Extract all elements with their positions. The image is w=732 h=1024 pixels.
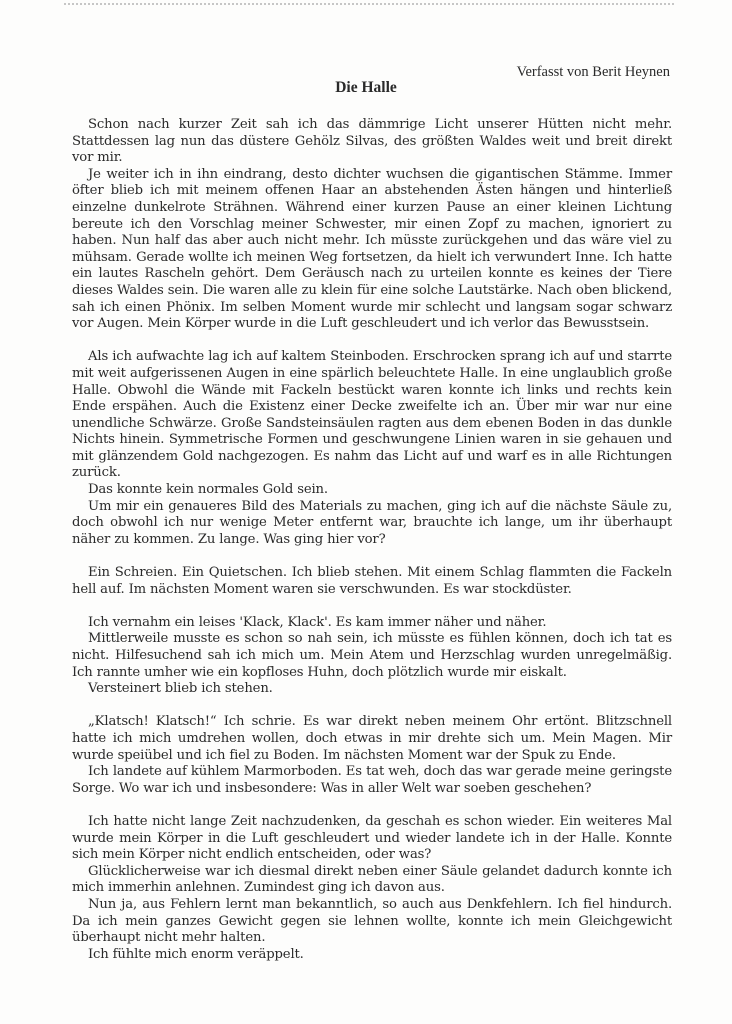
- document-title: Die Halle: [335, 79, 397, 96]
- paragraph-gap: [72, 548, 672, 565]
- paragraph: Ich fühlte mich enorm veräppelt.: [88, 946, 304, 962]
- paragraph: Nun ja, aus Fehlern lernt man bekanntlich, so auch aus Denkfehlern. Ich fiel hindurch. Da ich mein ganzes Gewicht gegen sie lehnen wollte, konnte ich mein Gleichgewicht überhaupt nicht mehr halten.: [72, 896, 672, 946]
- paragraph: Als ich aufwachte lag ich auf kaltem Steinboden. Erschrocken sprang ich auf und starrte mit weit aufgerissenen Augen in eine spärlich beleuchtete Halle. In eine unglaublich große Halle. Obwohl die Wände mit Fackeln bestückt waren konnte ich links und rechts kein Ende erspähen. Auch die Existenz einer Decke zweifelte ich an. Über mir war nur eine unendliche Schwärze. Große Sandsteinsäulen ragten aus dem ebenen Boden in das dunkle Nichts hinein. Symmetrische Formen und geschwungene Linien waren in sie gehauen und mit glänzendem Gold nachgezogen. Es nahm das Licht auf und warf es in alle Richtungen zurück.: [72, 349, 672, 481]
- document-body: [72, 117, 672, 963]
- paragraph-gap: [72, 333, 672, 350]
- paragraph: „Klatsch! Klatsch!“ Ich schrie. Es war direkt neben meinem Ohr ertönt. Blitzschnell hatte ich mich umdrehen wollen, doch etwas in mir drehte sich um. Mein Magen. Mir wurde speiübel und ich fiel zu Boden. Im nächsten Moment war der Spuk zu Ende.: [72, 714, 672, 763]
- author-line: Verfasst von Berit Heynen: [516, 64, 670, 80]
- paragraph: Ich hatte nicht lange Zeit nachzudenken, da geschah es schon wieder. Ein weiteres Mal wurde mein Körper in die Luft geschleudert und wieder landete ich in der Halle. Konnte sich mein Körper nicht endlich entscheiden, oder was?: [72, 813, 672, 863]
- paragraph: Glücklicherweise war ich diesmal direkt neben einer Säule gelandet dadurch konnte ich mich immerhin anlehnen. Zumindest ging ich davon aus.: [72, 863, 672, 896]
- paragraph: Um mir ein genaueres Bild des Materials zu machen, ging ich auf die nächste Säule zu, doch obwohl ich nur wenige Meter entfernt war, brauchte ich lange, um ihr überhaupt näher zu kommen. Zu lange. Was ging hier vor?: [72, 498, 672, 547]
- paragraph-gap: [72, 797, 672, 814]
- paragraph-gap: [72, 598, 672, 615]
- scan-bleed-through-line: [64, 3, 674, 11]
- paragraph: Mittlerweile musste es schon so nah sein, ich müsste es fühlen können, doch ich tat es nicht. Hilfesuchend sah ich mich um. Mein Atem und Herzschlag wurden unregelmäßig. Ich rannte umher wie ein kopfloses Huhn, doch plötzlich wurde mir eiskalt.: [72, 631, 672, 680]
- paragraph-gap: [72, 698, 672, 715]
- paragraph: Ein Schreien. Ein Quietschen. Ich blieb stehen. Mit einem Schlag flammten die Fackeln hell auf. Im nächsten Moment waren sie verschwunden. Es war stockdüster.: [72, 565, 672, 597]
- paragraph: Schon nach kurzer Zeit sah ich das dämmrige Licht unserer Hütten nicht mehr. Stattdessen lag nun das düstere Gehölz Silvas, des größten Waldes weit und breit direkt vor mir.: [72, 117, 672, 166]
- paragraph: Versteinert blieb ich stehen.: [88, 681, 273, 697]
- paragraph: Das konnte kein normales Gold sein.: [88, 482, 328, 498]
- paragraph: Ich vernahm ein leises 'Klack, Klack'. Es kam immer näher und näher.: [88, 614, 547, 630]
- paragraph: Je weiter ich in ihn eindrang, desto dichter wuchsen die gigantischen Stämme. Immer öfter blieb ich mit meinem offenen Haar an abstehenden Ästen hängen und hinterließ einzelne dunkelrote Strähnen. Während einer kurzen Pause an einer kleinen Lichtung bereute ich den Vorschlag meiner Schwester, mir einen Zopf zu machen, ignoriert zu haben. Nun half das aber auch nicht mehr. Ich müsste zurückgehen und das wäre viel zu mühsam. Gerade wollte ich meinen Weg fortsetzen, da hielt ich verwundert Inne. Ich hatte ein lautes Rascheln gehört. Dem Geräusch nach zu urteilen konnte es keines der Tiere dieses Waldes sein. Die waren alle zu klein für eine solche Lautstärke. Nach oben blickend, sah ich einen Phönix. Im selben Moment wurde mir schlecht und langsam sogar schwarz vor Augen. Mein Körper wurde in die Luft geschleudert und ich verlor das Bewusstsein.: [72, 166, 672, 332]
- paragraph: Ich landete auf kühlem Marmorboden. Es tat weh, doch das war gerade meine geringste Sorge. Wo war ich und insbesondere: Was in aller Welt war soeben geschehen?: [72, 764, 672, 796]
